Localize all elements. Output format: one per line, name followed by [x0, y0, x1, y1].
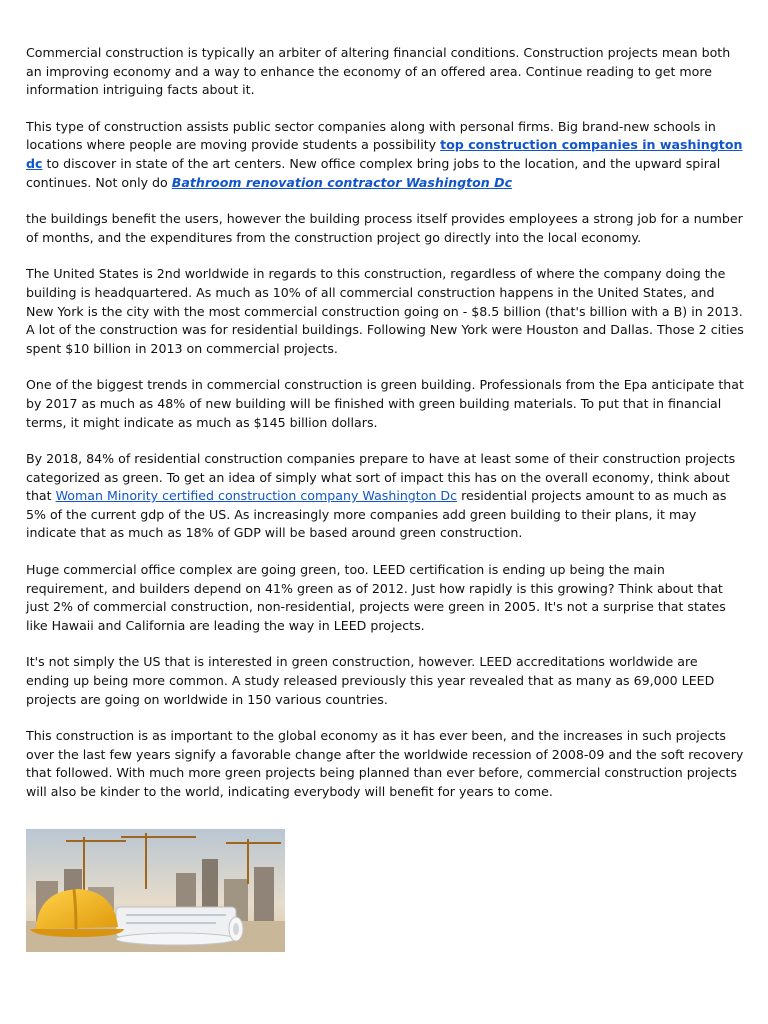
paragraph-3: the buildings benefit the users, however the building process itself provides employees a strong job for a number of months, and the expenditures from the construction project go directly into the local economy.: [26, 211, 743, 245]
link-top-construction-companies[interactable]: top construction companies in washington dc: [26, 137, 743, 171]
paragraph-8: It's not simply the US that is interested in green construction, however. LEED accreditations worldwide are ending up being more common. A study released previously this year revealed that as many as 69,000 LEED projects are going on worldwide in 150 various countries.: [26, 654, 715, 707]
paragraph-2-text-a: This type of construction assists public sector companies along with personal firms. Big brand-new schools in locations where people are moving provide students a possibility: [26, 118, 716, 153]
paragraph-9: This construction is as important to the global economy as it has ever been, and the increases in such projects over the last few years signify a favorable change after the worldwide recession of 2008-09 and the soft recovery that followed. With much more green projects being planned than ever before, commercial construction projects will also be kinder to the world, indicating everybody will benefit for years to come.: [26, 728, 744, 799]
paragraph-1: Commercial construction is typically an arbiter of altering financial conditions. Construction projects mean both an improving economy and a way to enhance the economy of an offered area. Continue reading to get more information intriguing facts about it.: [26, 45, 731, 98]
paragraph-6-text-b: residential projects amount to as much as 5% of the current gdp of the US. As increasingly more companies add green building to their plans, it may indicate that as much as 18% of GDP will be based around green construction.: [26, 488, 727, 541]
link-bathroom-renovation[interactable]: Bathroom renovation contractor Washington Dc: [171, 174, 513, 190]
paragraph-6-text-a: By 2018, 84% of residential construction companies prepare to have at least some of their construction projects categorized as green. To get an idea of simply what sort of impact this has on the overall economy, think about that: [26, 451, 736, 504]
paragraph-6: [26, 450, 744, 543]
paragraph-4: The United States is 2nd worldwide in regards to this construction, regardless of where the company doing the building is headquartered. As much as 10% of all commercial construction happens in the United States, and New York is the city with the most commercial construction going on - $8.5 billion (that's billion with a B) in 2013. A lot of the construction was for residential buildings. Following New York were Houston and Dallas. Those 2 cities spent $10 billion in 2013 on commercial projects.: [26, 266, 744, 356]
paragraph-7: Huge commercial office complex are going green, too. LEED certification is ending up being the main requirement, and builders depend on 41% green as of 2012. Just how rapidly is this growing? Think about that just 2% of commercial construction, non-residential, projects were green in 2005. It's not a surprise that states like Hawaii and California are leading the way in LEED projects.: [26, 562, 726, 633]
paragraph-2: [26, 118, 744, 192]
construction-photo-icon: [26, 829, 285, 952]
paragraph-5: One of the biggest trends in commercial construction is green building. Professionals from the Epa anticipate that by 2017 as much as 48% of new building will be finished with green building materials. To put that in financial terms, it might indicate as much as $145 billion dollars.: [26, 377, 744, 430]
link-woman-minority-company[interactable]: Woman Minority certified construction company Washington Dc: [55, 488, 458, 504]
document-body: [26, 44, 744, 820]
paragraph-2-text-b: to discover in state of the art centers. New office complex bring jobs to the location, and the upward spiral continues. Not only do: [26, 155, 721, 190]
